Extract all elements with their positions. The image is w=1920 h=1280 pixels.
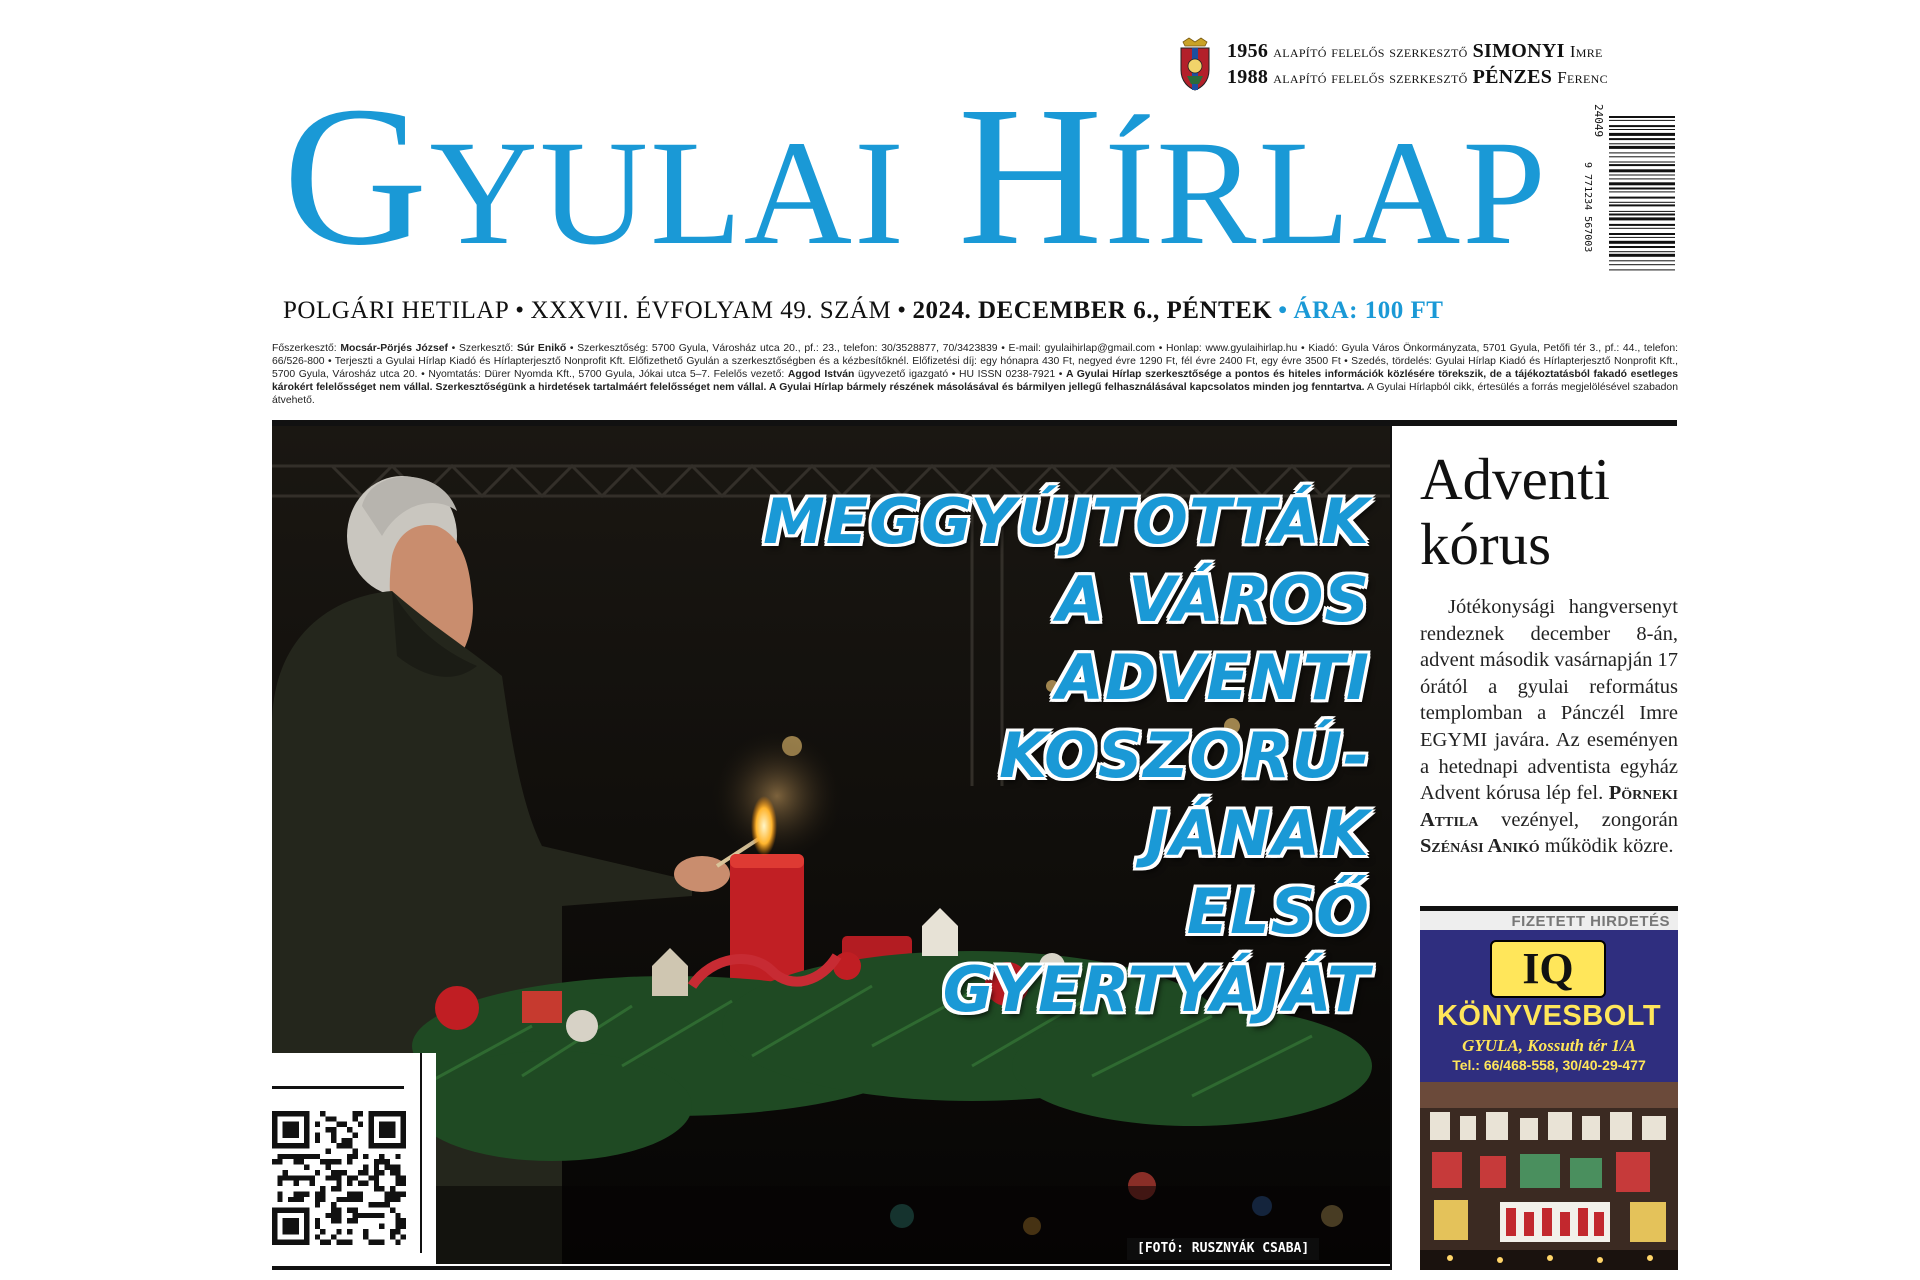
- ad-title: KÖNYVESBOLT: [1436, 1000, 1662, 1032]
- sidebar-divider: [1390, 426, 1392, 1270]
- qr-code-icon[interactable]: [272, 1111, 406, 1245]
- qr-code-block: [272, 1053, 436, 1268]
- barcode: [1582, 100, 1677, 278]
- founder-line-1: 1956 alapító felelős szerkesztő SIMONYI Imre: [1227, 40, 1603, 62]
- imprint: Főszerkesztő: Mocsár-Pörjés József • Szerkesztő: Súr Enikő • Szerkesztőség: 5700 Gyula, Városház utca 20., pf.: 23., telefon: 30/3528877, 70/3423839 • E-mail: gyulaihirlap@gmail.com • Honlap: www.gyulaihirlap.hu • Kiadó: Gyula Város Önkormányzata, 5701 Gyula, Petőfi tér 3., pf.: 44., telefon: 66/526-800 • Terjeszti a Gyulai Hírlap Kiadó és Hírlapterjesztő Nonprofit Kft. Előfizethető Gyulán a szerkesztőségben és a kézbesítőknél. Előfizetési díj: egy hónapra 430 Ft, negyed évre 1290 Ft, fél évre 2400 Ft, egy évre 3500 Ft • Szedés, tördelés: Gyulai Hírlap Kiadó és Hírlapterjesztő Nonprofit Kft., 5700 Gyula, Városház utca 20. • Nyomtatás: Dürer Nyomda Kft., 5700 Gyula, Jókai utca 5–7. Felelős vezető: Aggod István ügyvezető igazgató • HU ISSN 0238-7921 • A Gyulai Hírlap szerkesztősége a pontos és hiteles információk közlésére törekszik, de a tájékoztatásból fakadó esetleges károkért felelősséget nem vállal. Szerkesztőségünk a hirdetések tartalmáért felelősséget nem vállal. A Gyulai Hírlap bármely részének másolásával és bármilyen jellegű felhasználásával kapcsolatos minden jog fenntartva. A Gyulai Hírlapból cikk, értesülés a forrás megjelölésével szabadon átvehető.: [272, 343, 1678, 406]
- qr-top-rule: [272, 1086, 404, 1089]
- barcode-graphic: [1582, 100, 1677, 278]
- qr-side-rule: [420, 1053, 422, 1253]
- sidebar-article-title[interactable]: Adventi kórus: [1420, 446, 1611, 577]
- barcode-digits: 9 771234 567003: [1582, 162, 1593, 253]
- bottom-rule: [272, 1266, 1392, 1270]
- masthead-title: GYULAI HÍRLAP: [283, 66, 1548, 287]
- founder-line-2: 1988 alapító felelős szerkesztő PÉNZES Ferenc: [1227, 66, 1608, 88]
- issue-date: 2024. DECEMBER 6., PÉNTEK: [912, 297, 1273, 324]
- iq-logo: IQ: [1490, 940, 1606, 998]
- issue-info-line: POLGÁRI HETILAP • XXXVII. ÉVFOLYAM 49. SZÁM • 2024. DECEMBER 6., PÉNTEK • ÁRA: 100 FT: [283, 297, 1444, 324]
- ad-phone: Tel.: 66/468-558, 30/40-29-477: [1452, 1057, 1646, 1073]
- ad-address: GYULA, Kossuth tér 1/A: [1462, 1036, 1636, 1055]
- sidebar-article-body: Jótékonysági hangversenyt rendeznek december 8-án, advent második vasárnapján 17 órától a gyulai református templomban a Pánczél Imre EGYMI javára. Az eseményen a hetednapi adventista egyház Advent kórusa lép fel. Pörneki Attila vezényel, zongorán Szénási Anikó működik közre.: [1420, 596, 1678, 858]
- issue-price: ÁRA: 100 FT: [1293, 297, 1444, 324]
- main-headline: MEGGYÚJTOTTÁK A VÁROS ADVENTI KOSZORÚ- JÁNAK ELSŐ GYERTYÁJÁT: [763, 485, 1370, 1026]
- bookstore-ad[interactable]: [1420, 930, 1678, 1270]
- paid-ad-label: FIZETETT HIRDETÉS: [1420, 906, 1678, 930]
- barcode-issue-number: 24049: [1592, 104, 1605, 138]
- photo-credit: [FOTÓ: RUSZNYÁK CSABA]: [1127, 1238, 1319, 1260]
- shop-window-image: [1420, 1082, 1678, 1270]
